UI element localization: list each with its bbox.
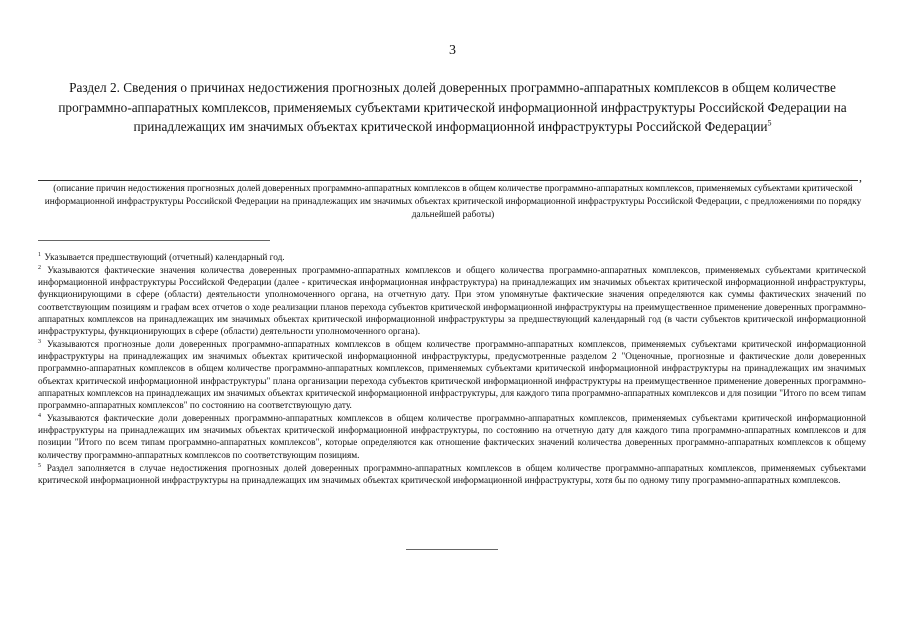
footnote-text: Указывается предшествующий (отчетный) календарный год. <box>44 253 285 263</box>
footnote-4 <box>38 413 866 462</box>
footnote-text: Раздел заполняется в случае недостижения прогнозных долей доверенных программно-аппаратных комплексов в общем количестве программно-аппаратных комплексов, применяемых субъектами критической информационной инфраструктуры на принадлежащих им значимых объектах критической информационной инфраструктуры, хотя бы по одному типу программно-аппаратных комплексов. <box>38 463 866 486</box>
footnote-2 <box>38 265 866 338</box>
footnote-1 <box>38 252 866 264</box>
footnote-number: 5 <box>38 462 41 469</box>
footnote-number: 4 <box>38 412 41 419</box>
footnote-text: Указываются фактические значения количества доверенных программно-аппаратных комплексов и общего количества программно-аппаратных комплексов, применяемых субъектами критической информационной инфраструктуры Российской Федерации (далее - критическая информационная инфраструктура) на принадлежащих им значимых объектах критической информационной инфраструктуры, функционирующими в сфере (области) деятельности уполномоченного органа, на отчетную дату. При этом упомянутые фактические значения определяются как суммы фактических значений по соответствующим позициям и графам всех отчетов о ходе реализации планов перехода субъектов критической информационной инфраструктуры на преимущественное применение доверенных программно-аппаратных комплексов на принадлежащих им значимых объектах критической информационной инфраструктуры за предшествующий календарный год (в части субъектов критической информационной инфраструктуры, функционирующих в сфере (области) деятельности уполномоченного органа). <box>38 266 867 337</box>
footnote-number: 1 <box>38 251 41 258</box>
footnote-number: 3 <box>38 339 41 345</box>
section-title-footnote-ref: 5 <box>767 118 772 128</box>
fill-in-comma: , <box>859 170 862 184</box>
fill-in-line <box>38 180 858 181</box>
footnote-5 <box>38 463 866 487</box>
footnote-separator <box>38 240 270 241</box>
page-number: 3 <box>449 43 456 58</box>
footnote-3 <box>38 339 866 412</box>
section-title <box>45 78 860 137</box>
footnote-number: 2 <box>38 265 41 272</box>
footnotes <box>38 252 866 488</box>
footnote-text: Указываются прогнозные доли доверенных программно-аппаратных комплексов в общем количестве программно-аппаратных комплексов, применяемых субъектами критической информационной инфраструктуры на принадлежащих им значимых объектах критической информационной инфраструктуры, предусмотренные разделом 2 "Оценочные, прогнозные и фактические доли доверенных программно-аппаратных комплексов в общем количестве программно-аппаратных комплексов, применяемых субъектами критической информационной инфраструктуры на принадлежащих им значимых объектах критической информационной инфраструктуры" плана организации перехода субъектов критической информационной инфраструктуры на преимущественное применение доверенных программно-аппаратных комплексов на принадлежащих им значимых объектах критической информационной инфраструктуры, для каждого типа программно-аппаратных комплексов и для позиции "Итого по всем типам программно-аппаратных комплексов" по состоянию на соответствующую дату. <box>38 340 867 411</box>
bottom-separator <box>406 549 498 550</box>
fill-in-caption: (описание причин недостижения прогнозных долей доверенных программно-аппаратных комплексов в общем количестве программно-аппаратных комплексов, применяемых субъектами критической информационной инфраструктуры Российской Федерации на принадлежащих им значимых объектах критической информационной инфраструктуры Российской Федерации, с предложениями по порядку дальнейшей работы) <box>44 184 862 221</box>
section-title-text: Раздел 2. Сведения о причинах недостижения прогнозных долей доверенных программно-аппаратных комплексов в общем количестве программно-аппаратных комплексов, применяемых субъектами критической информационной инфраструктуры Российской Федерации на принадлежащих им значимых объектах критической информационной инфраструктуры Российской Федерации <box>58 80 847 134</box>
footnote-text: Указываются фактические доли доверенных программно-аппаратных комплексов в общем количестве программно-аппаратных комплексов, применяемых субъектами критической информационной инфраструктуры на принадлежащих им значимых объектах критической информационной инфраструктуры, по состоянию на отчетную дату для каждого типа программно-аппаратных комплексов и для позиции "Итого по всем типам программно-аппаратных комплексов", которые определяются как отношение фактических значений количества доверенных программно-аппаратных комплексов к общему количеству программно-аппаратных комплексов по соответствующим позициям. <box>38 414 866 461</box>
